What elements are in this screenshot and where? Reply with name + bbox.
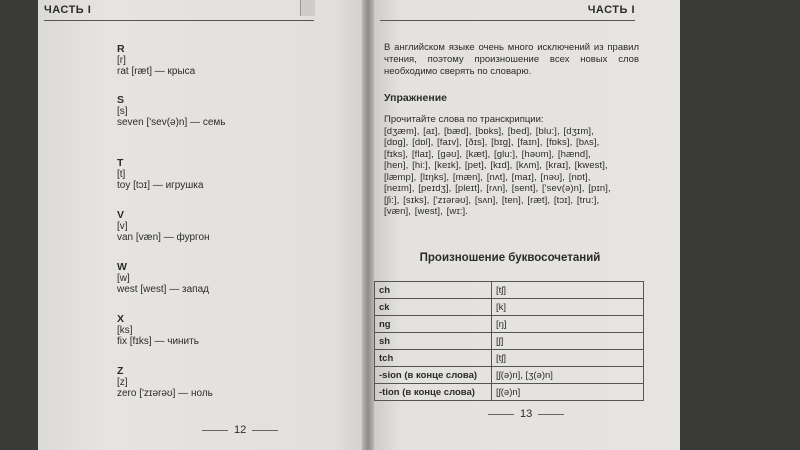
entry-example: fix [fɪks] — чинить — [117, 336, 199, 347]
entry-example: west [west] — запад — [117, 284, 209, 295]
letter-entry-t — [117, 158, 203, 191]
letter-entry-w — [117, 262, 209, 295]
letter-combination-table — [374, 281, 644, 401]
right-page-number — [482, 408, 570, 420]
page-number-dash — [252, 430, 278, 431]
entry-letter: W — [117, 261, 127, 273]
left-header-text: ЧАСТЬ I — [44, 4, 92, 16]
left-page-number-text: 12 — [234, 424, 247, 436]
table-row — [375, 316, 644, 333]
table-cell-combo: sh — [375, 333, 492, 350]
entry-letter: S — [117, 94, 125, 106]
left-page-number — [196, 424, 284, 436]
table-cell-sound: [tʃ] — [492, 350, 644, 367]
table-row — [375, 350, 644, 367]
entry-sound: [t] — [117, 169, 126, 180]
exercise-instruction: Прочитайте слова по транскрипции: — [384, 114, 544, 125]
page-number-dash — [538, 414, 564, 415]
entry-sound: [w] — [117, 273, 130, 284]
entry-sound: [v] — [117, 221, 128, 232]
table-row — [375, 333, 644, 350]
table-cell-sound: [k] — [492, 299, 644, 316]
entry-letter: T — [117, 157, 124, 169]
entry-sound: [s] — [117, 106, 128, 117]
entry-sound: [z] — [117, 377, 128, 388]
right-header-text: ЧАСТЬ I — [587, 4, 635, 16]
entry-example: seven ['sev(ə)n] — семь — [117, 117, 226, 128]
table-cell-sound: [ʃ(ə)n] — [492, 384, 644, 401]
table-cell-sound: [ʃ] — [492, 333, 644, 350]
entry-sound: [ks] — [117, 325, 133, 336]
table-cell-combo: ch — [375, 282, 492, 299]
entry-example: toy [tɔɪ] — игрушка — [117, 180, 204, 191]
entry-letter: Z — [117, 365, 124, 377]
entry-sound: [r] — [117, 55, 126, 66]
table-cell-combo: ck — [375, 299, 492, 316]
transcription-line: [dɒg], [dɒl], [faɪv], [ðɪs], [bɪg], [faɪn], [fɒks], [bʌs], — [384, 137, 600, 148]
table-cell-combo: tch — [375, 350, 492, 367]
table-cell-combo: -sion (в конце слова) — [375, 367, 492, 384]
intro-paragraph: В английском языке очень много исключений из правил чтения, поэтому произношение всех новых слов необходимо сверять по словарю. — [384, 42, 639, 77]
table-cell-sound: [ŋ] — [492, 316, 644, 333]
transcription-line: [læmp], [lɪŋks], [mæn], [nʌt], [maɪ], [nəʊ], [nɒt], — [384, 171, 591, 183]
entry-letter: V — [117, 209, 125, 221]
table-cell-combo: -tion (в конце слова) — [375, 384, 492, 401]
left-header-rule — [44, 20, 314, 21]
section-title: Произношение буквосочетаний — [419, 252, 601, 264]
exercise-title: Упражнение — [384, 92, 447, 104]
left-page-header — [44, 4, 314, 16]
transcription-line: [hen], [hi:], [keɪk], [pet], [kɪd], [kʌm], [kraɪ], [kwest], — [384, 160, 608, 171]
letter-entry-z — [117, 366, 213, 399]
letter-entry-v — [117, 210, 210, 243]
transcription-line: [dʒæm], [aɪ], [bæd], [bɒks], [bed], [blu:], [dʒɪm], — [384, 125, 594, 137]
table-row — [375, 367, 644, 384]
transcription-line: [neɪm], [peɪdʒ], [pleɪt], [rʌn], [sent], ['sev(ə)n], [pɪn], — [384, 183, 611, 194]
table-row — [375, 384, 644, 401]
page-number-dash — [488, 414, 514, 415]
right-page-header — [380, 4, 635, 16]
transcription-line: [fɪks], [flaɪ], [gəʊ], [kæt], [glu:], [həʊm], [hænd], — [384, 148, 591, 160]
page-number-dash — [202, 430, 228, 431]
entry-example: zero ['zɪərəʊ] — ноль — [117, 388, 213, 399]
table-cell-sound: [ʃ(ə)n], [ʒ(ə)n] — [492, 367, 644, 384]
table-cell-sound: [tʃ] — [492, 282, 644, 299]
letter-entry-x — [117, 314, 199, 347]
transcription-line: [væn], [west], [wɪ:]. — [384, 206, 469, 217]
entry-letter: X — [117, 313, 125, 325]
table-row — [375, 299, 644, 316]
entry-example: van [væn] — фургон — [117, 232, 210, 243]
right-page-number-text: 13 — [520, 408, 533, 420]
letter-entry-r — [117, 44, 195, 77]
book-gutter — [362, 0, 374, 450]
transcription-line: [ʃi:], [sɪks], ['zɪərəʊ], [sʌn], [ten], [ræt], [tɔɪ], [tru:], — [384, 194, 600, 206]
entry-letter: R — [117, 43, 125, 55]
exercise-body — [384, 114, 640, 218]
letter-entry-s — [117, 95, 225, 128]
table-cell-combo: ng — [375, 316, 492, 333]
right-header-rule — [380, 20, 635, 21]
table-row — [375, 282, 644, 299]
entry-example: rat [ræt] — крыса — [117, 66, 196, 77]
